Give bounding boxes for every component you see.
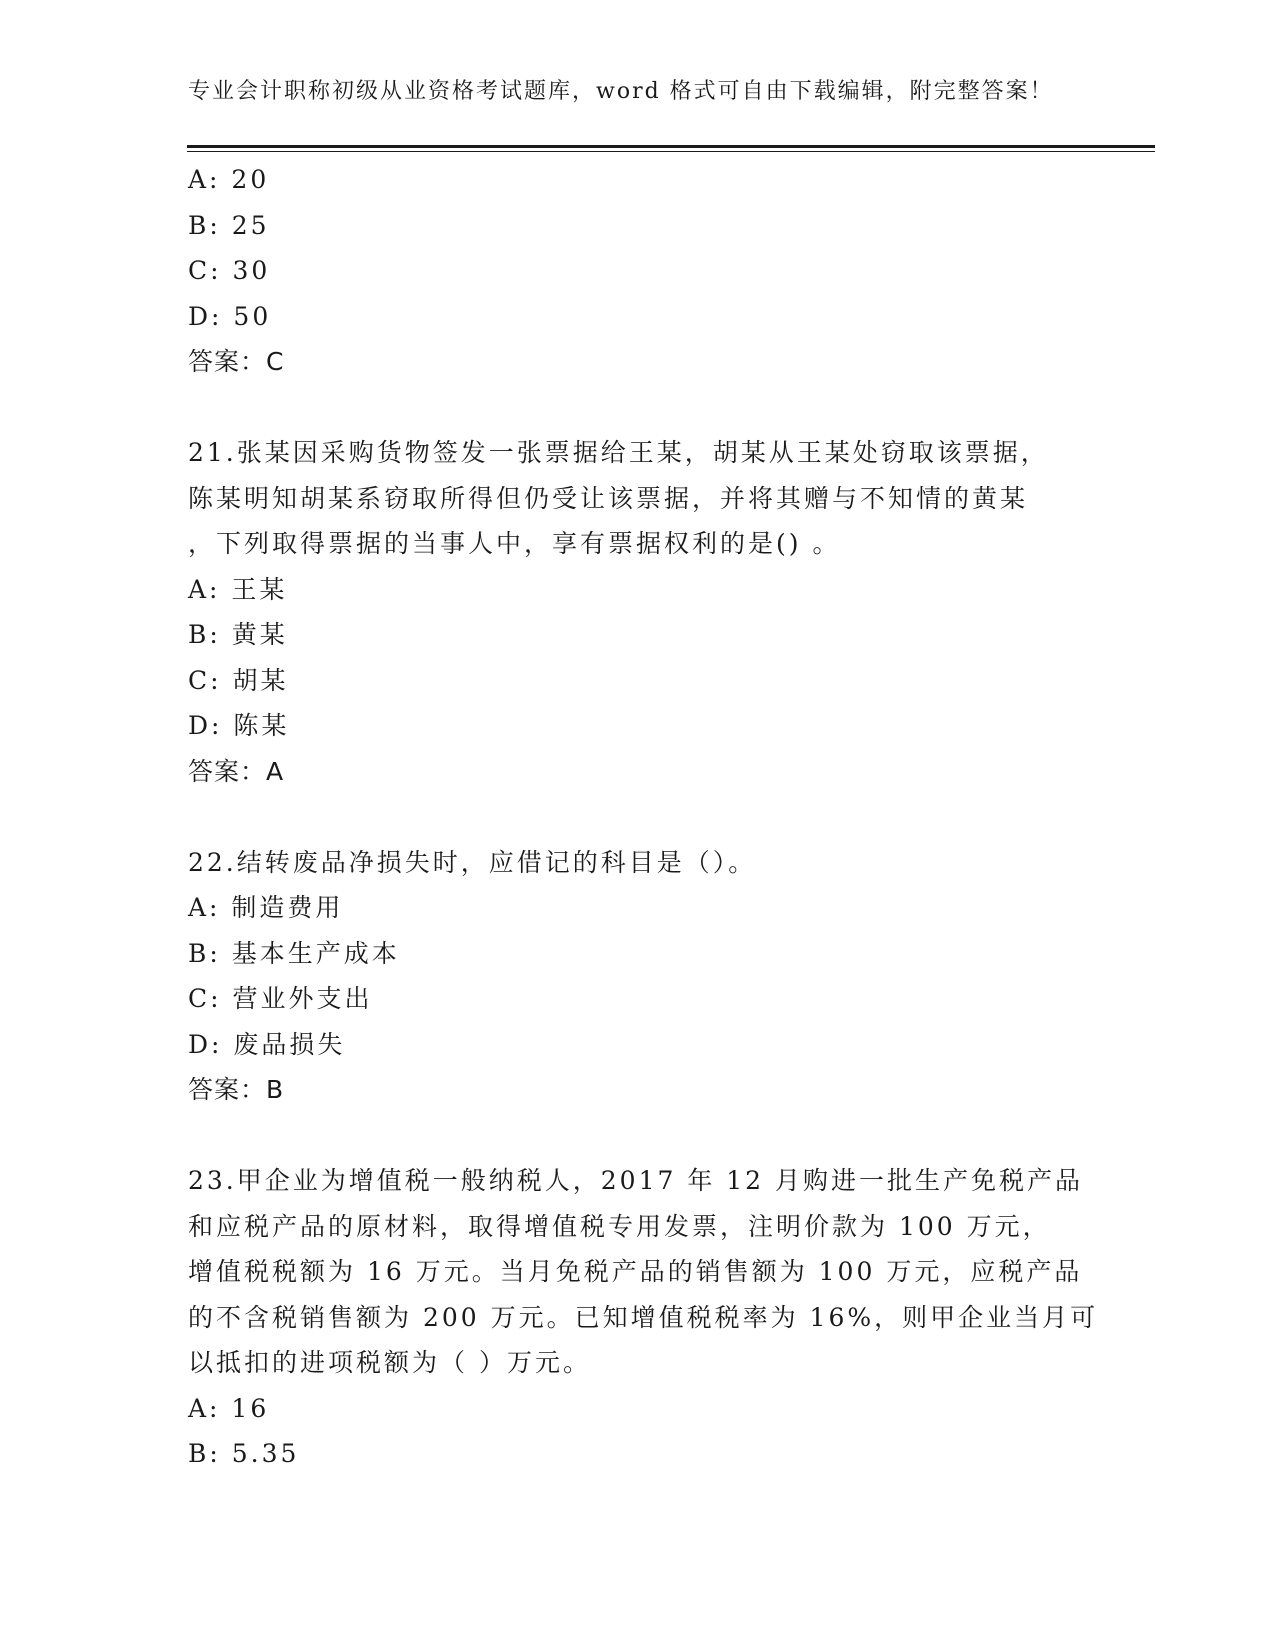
spacer	[188, 1113, 1088, 1159]
option-b: B: 5.35	[188, 1439, 300, 1468]
question-stem-line: ，下列取得票据的当事人中，享有票据权利的是() 。	[188, 529, 841, 558]
header-rule-thick	[187, 145, 1155, 148]
option-c: C: 30	[188, 256, 271, 285]
page-header: 专业会计职称初级从业资格考试题库，word 格式可自由下载编辑，附完整答案！	[188, 79, 1054, 104]
answer: 答案：A	[188, 756, 285, 786]
question-stem-line: 21.张某因采购货物签发一张票据给王某，胡某从王某处窃取该票据，	[188, 438, 1049, 467]
option-a: A: 王某	[188, 574, 288, 604]
option-d: D: 陈某	[188, 711, 290, 740]
option-a: A: 16	[188, 1393, 270, 1423]
question-stem-line: 增值税税额为 16 万元。当月免税产品的销售额为 100 万元，应税产品	[188, 1257, 1083, 1286]
question-stem-line: 和应税产品的原材料，取得增值税专用发票，注明价款为 100 万元，	[188, 1211, 1051, 1241]
option-b: B: 黄某	[188, 620, 288, 649]
question-22	[188, 840, 1088, 1113]
option-d: D: 50	[188, 301, 272, 331]
question-21	[188, 430, 1088, 794]
spacer	[188, 794, 1088, 840]
option-a: A: 制造费用	[188, 893, 344, 922]
option-b: B: 25	[188, 210, 270, 240]
option-c: C: 营业外支出	[188, 984, 373, 1013]
spacer	[188, 385, 1088, 431]
question-stem-line: 23.甲企业为增值税一般纳税人，2017 年 12 月购进一批生产免税产品	[188, 1166, 1084, 1195]
option-b: B: 基本生产成本	[188, 938, 400, 968]
question-stem-line: 的不含税销售额为 200 万元。已知增值税税率为 16%，则甲企业当月可	[188, 1302, 1099, 1332]
answer: 答案：B	[188, 1075, 285, 1104]
option-c: C: 胡某	[188, 665, 289, 695]
question-stem-line: 陈某明知胡某系窃取所得但仍受让该票据，并将其赠与不知情的黄某	[188, 483, 1029, 513]
question-content	[188, 157, 1099, 1477]
option-d: D: 废品损失	[188, 1029, 346, 1059]
header-rule-thin	[187, 151, 1155, 152]
question-stem-line: 以抵扣的进项税额为（ ）万元。	[188, 1348, 591, 1377]
answer: 答案：C	[188, 347, 285, 376]
question-stem-line: 22.结转废品净损失时，应借记的科目是（）。	[188, 847, 757, 877]
option-a: A: 20	[188, 165, 270, 194]
question-20	[188, 157, 1088, 385]
question-23	[188, 1158, 1099, 1477]
